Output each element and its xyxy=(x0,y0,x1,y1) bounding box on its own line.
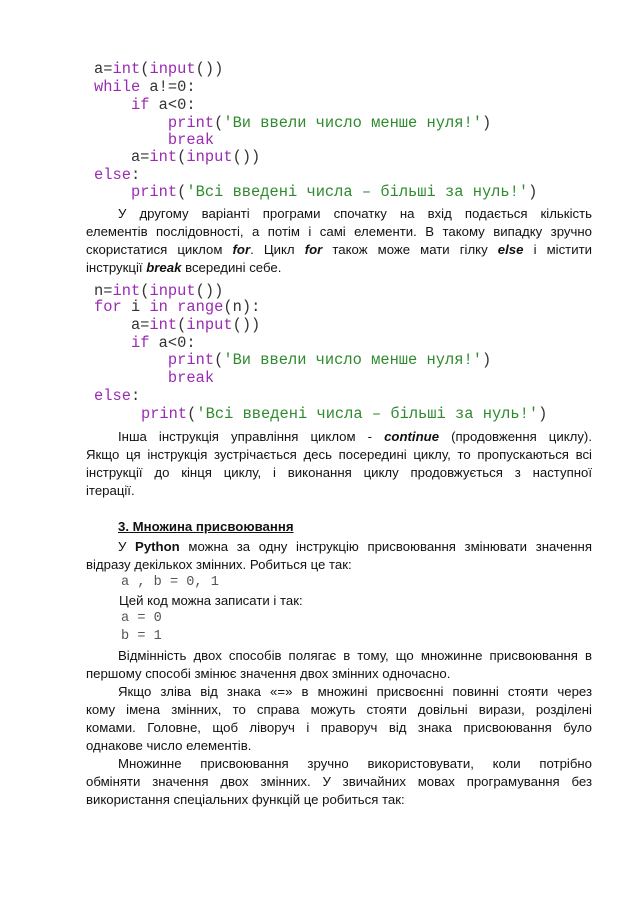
text-run: комами. Головне, щоб ліворуч і праворуч від знака присвоювання було xyxy=(86,720,592,735)
code-text: : xyxy=(130,387,141,405)
code-keyword: input xyxy=(149,60,196,78)
text-run: кому імена змінних, то справа можуть стояти довільні вирази, розділені xyxy=(86,702,592,717)
paragraph-line xyxy=(86,737,592,755)
text-run: Якщо зліва від знака «=» в множині присвоєнні повинні стояти через xyxy=(118,684,592,699)
code-line xyxy=(94,96,196,114)
code-keyword: for xyxy=(94,298,122,316)
text-run: У другому варіанті програми спочатку на вхід подається кількість xyxy=(118,206,592,221)
code-text: n= xyxy=(94,282,113,300)
paragraph-line xyxy=(86,205,592,223)
code-keyword: range xyxy=(177,298,224,316)
code-text: ( xyxy=(214,114,224,132)
code-line-tuple-assign: a , b = 0, 1 xyxy=(121,575,219,590)
code-text xyxy=(168,298,177,316)
paragraph-line xyxy=(86,647,592,665)
text-run: першому способі змінює значення двох змінних одночасно. xyxy=(86,666,451,681)
code-text: ( xyxy=(187,405,197,423)
text-run: елементів послідовності, а потім і самі елементи. В такому випадку зручно xyxy=(86,224,592,239)
emphasis: break xyxy=(146,260,182,275)
code-keyword: break xyxy=(167,131,215,149)
code-text: ()) xyxy=(232,316,261,334)
code-keyword: if xyxy=(130,96,150,114)
code-text: a= xyxy=(94,316,150,334)
paragraph-continue xyxy=(86,428,592,500)
code-text xyxy=(104,405,141,423)
code-line xyxy=(94,298,260,316)
code-line-a: a = 0 xyxy=(121,611,162,626)
paragraph-line xyxy=(86,755,592,773)
paragraph-line xyxy=(86,446,592,464)
code-line xyxy=(94,166,140,184)
code-line xyxy=(104,405,547,423)
code-line-b: b = 1 xyxy=(121,629,162,644)
text-run: можна за одну інструкцію присвоювання змінювати значення xyxy=(179,539,592,554)
paragraph-line xyxy=(86,259,592,277)
code-text: a!=0: xyxy=(140,78,196,96)
code-text: ()) xyxy=(195,60,224,78)
code-text: a= xyxy=(94,148,150,166)
paragraph-line xyxy=(86,665,592,683)
code-keyword: print xyxy=(167,351,215,369)
emphasis: continue xyxy=(384,429,440,444)
code-text: ) xyxy=(528,183,538,201)
code-text xyxy=(94,114,168,132)
paragraph-line xyxy=(86,683,592,701)
code-text: ( xyxy=(214,351,224,369)
code-text: ()) xyxy=(232,148,261,166)
code-line xyxy=(94,316,260,334)
code-keyword: if xyxy=(130,334,150,352)
text-run: Множинне присвоювання зручно використовувати, коли потрібно xyxy=(118,756,592,771)
code-text: ( xyxy=(177,183,187,201)
code-text xyxy=(94,334,131,352)
code-text: ( xyxy=(140,60,150,78)
text-run: Інша інструкція управління циклом - xyxy=(118,429,385,444)
paragraph-line xyxy=(86,701,592,719)
paragraph-swap xyxy=(86,755,592,809)
code-keyword: print xyxy=(130,183,178,201)
text-run: . Цикл xyxy=(250,242,305,257)
code-text: a<0: xyxy=(149,96,196,114)
paragraph-line xyxy=(86,791,592,809)
text-run: інструкції xyxy=(86,260,147,275)
code-keyword: int xyxy=(149,148,178,166)
code-keyword: input xyxy=(186,316,233,334)
text-run: однакове число елементів. xyxy=(86,738,252,753)
paragraph-line xyxy=(86,428,592,446)
code-text xyxy=(94,96,131,114)
paragraph-line xyxy=(86,556,592,574)
paragraph-left-right xyxy=(86,683,592,755)
text-run: (продовження циклу). xyxy=(439,429,592,444)
text-run: скористатися циклом xyxy=(86,242,233,257)
text-run: Відмінність двох способів полягає в тому, що множинне присвоювання в xyxy=(118,648,592,663)
text-run: відразу декількох змінних. Робиться це так: xyxy=(86,557,352,572)
code-keyword: print xyxy=(167,114,215,132)
code-text: ( xyxy=(177,316,187,334)
code-text xyxy=(94,369,168,387)
paragraph-multiple-assignment xyxy=(86,538,592,574)
code-text: ) xyxy=(481,114,492,132)
code-string: 'Ви ввели число менше нуля!' xyxy=(223,351,482,369)
code-text: (n): xyxy=(223,298,261,316)
paragraph-line xyxy=(86,464,592,482)
code-line xyxy=(94,131,214,149)
code-text xyxy=(94,183,131,201)
code-line xyxy=(94,148,260,166)
code-keyword: else xyxy=(94,387,131,405)
bold-term: Python xyxy=(135,539,180,554)
code-line xyxy=(94,351,491,369)
code-keyword: else xyxy=(94,166,131,184)
text-run: Якщо ця інструкція зустрічається десь посередині циклу, то пропускаються всі xyxy=(86,447,592,462)
emphasis: else xyxy=(497,242,524,257)
paragraph-line xyxy=(86,223,592,241)
paragraph-line xyxy=(86,241,592,259)
code-keyword: break xyxy=(167,369,215,387)
code-text xyxy=(94,131,168,149)
code-line xyxy=(94,387,140,405)
code-line xyxy=(94,369,214,387)
code-text: a<0: xyxy=(149,334,196,352)
code-keyword: print xyxy=(140,405,188,423)
code-line xyxy=(94,334,196,352)
text-run: інструкції до кінця циклу, і виконання циклу продовжується з наступної xyxy=(86,465,592,480)
code-text: : xyxy=(130,166,141,184)
text-run: використання спеціальних функцій це робиться так: xyxy=(86,792,405,807)
text-run: і містити xyxy=(523,242,592,257)
paragraph-for-loop-intro xyxy=(86,205,592,277)
emphasis: for xyxy=(232,242,251,257)
code-line xyxy=(94,114,491,132)
code-text: ) xyxy=(538,405,548,423)
code-line xyxy=(94,60,223,78)
code-keyword: input xyxy=(186,148,233,166)
paragraph-line xyxy=(86,538,592,556)
code-keyword: int xyxy=(112,282,141,300)
code-line xyxy=(94,78,196,96)
code-string: 'Ви ввели число менше нуля!' xyxy=(223,114,482,132)
code-text: ( xyxy=(140,282,150,300)
code-keyword: int xyxy=(149,316,178,334)
text-run: ітерації. xyxy=(86,483,135,498)
paragraph-line xyxy=(86,719,592,737)
code-text: ( xyxy=(177,148,187,166)
text-run: всередині себе. xyxy=(181,260,282,275)
code-keyword: int xyxy=(112,60,141,78)
code-intro-line: Цей код можна записати і так: xyxy=(119,593,303,608)
text-run: обміняти значення двох змінних. У звичайних мовах програмування без xyxy=(86,774,592,789)
code-keyword: in xyxy=(149,298,168,316)
paragraph-difference xyxy=(86,647,592,683)
code-text xyxy=(94,351,168,369)
code-string: 'Всі введені числа – більші за нуль!' xyxy=(186,183,529,201)
code-text: i xyxy=(121,298,150,316)
code-string: 'Всі введені числа – більші за нуль!' xyxy=(196,405,539,423)
section-heading: 3. Множина присвоювання xyxy=(118,519,294,534)
paragraph-line xyxy=(86,482,592,500)
code-text: ()) xyxy=(195,282,224,300)
paragraph-line xyxy=(86,773,592,791)
emphasis: for xyxy=(304,242,323,257)
code-line xyxy=(94,183,537,201)
code-keyword: while xyxy=(94,78,141,96)
text-run: також може мати гілку xyxy=(322,242,498,257)
code-keyword: input xyxy=(149,282,196,300)
code-text: a= xyxy=(94,60,113,78)
text-run: У xyxy=(118,539,136,554)
code-text: ) xyxy=(481,351,492,369)
